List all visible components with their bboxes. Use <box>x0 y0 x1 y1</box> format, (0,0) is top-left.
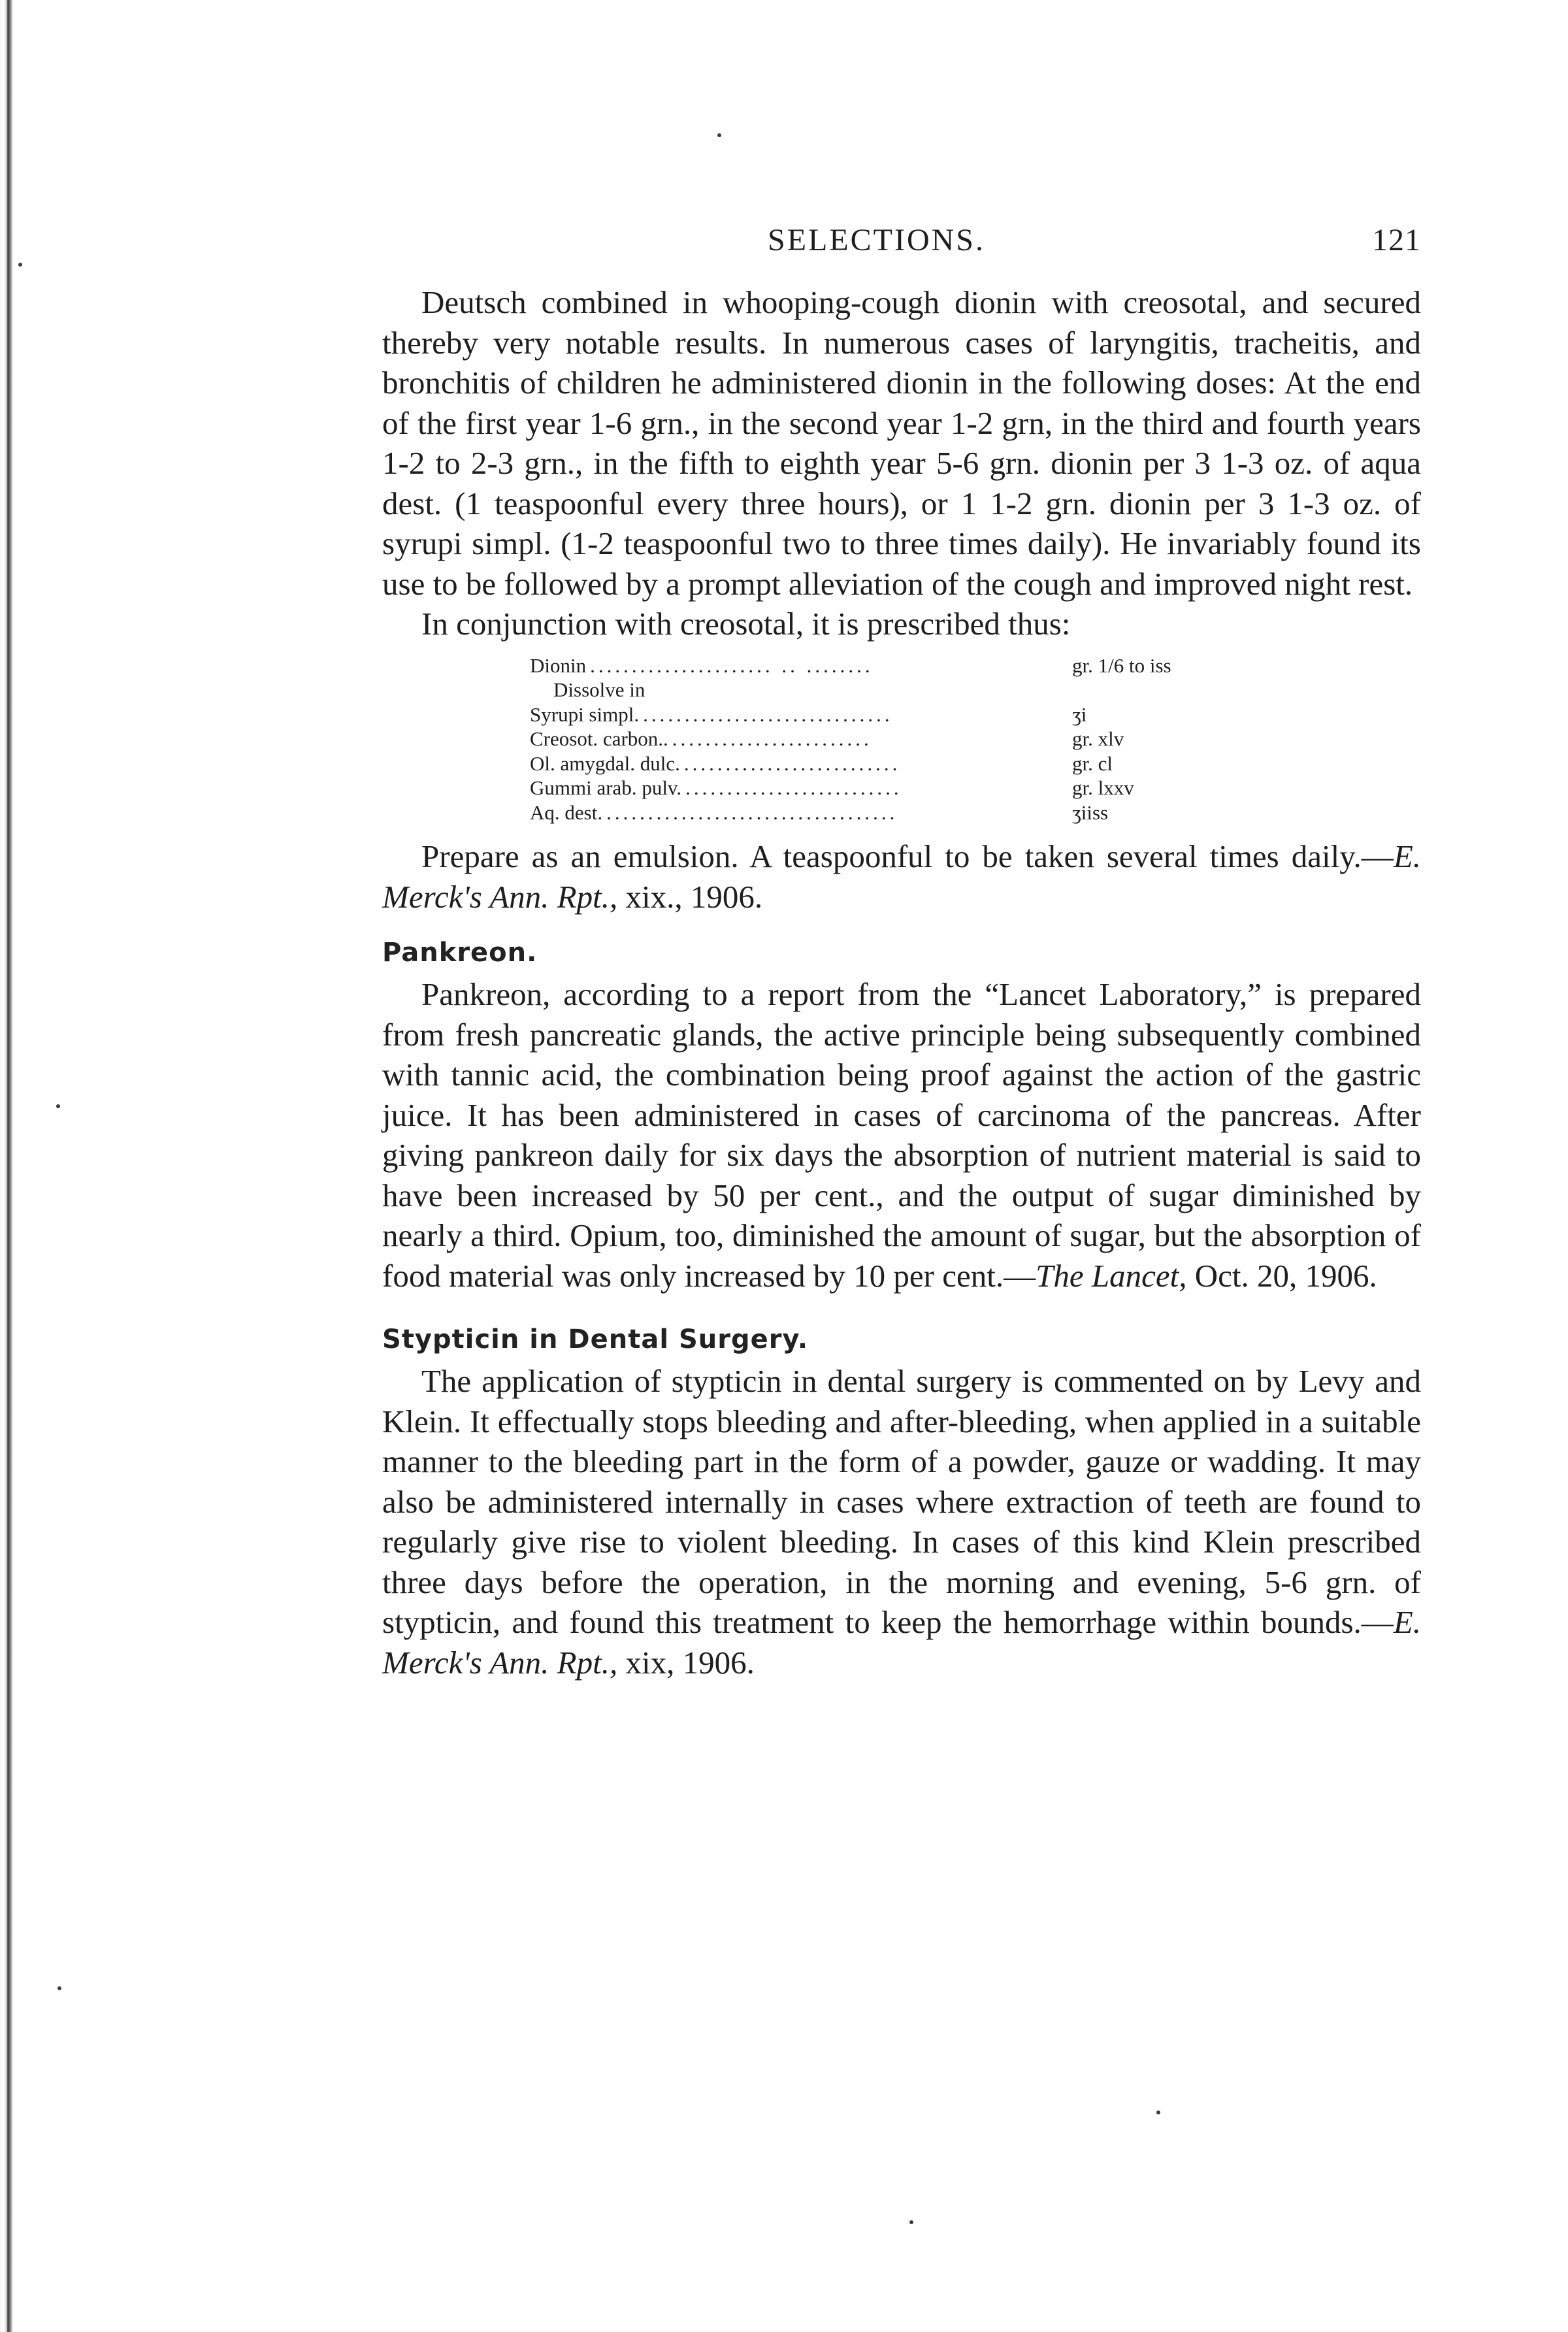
prescription-row <box>530 702 1216 727</box>
ingredient-name: Aq. dest. <box>530 800 603 824</box>
print-speck <box>717 133 721 137</box>
emulsion-paragraph <box>382 836 1421 917</box>
ingredient-name: Syrupi simpl. <box>530 702 640 726</box>
prescription-note <box>530 678 1216 702</box>
prescription-row <box>530 751 1216 776</box>
leader-dots: ........................ <box>672 727 872 750</box>
ingredient-name: Dionin <box>530 653 587 677</box>
binding-edge <box>0 0 17 2332</box>
prescription-row <box>530 653 1216 678</box>
section-heading-stypticin: Stypticin in Dental Surgery. <box>382 1324 809 1355</box>
page-number: 121 <box>1372 223 1421 257</box>
source-citation: E. Merck's Ann. Rpt., <box>382 838 1421 915</box>
citation-volume: xix., 1906. <box>617 878 763 915</box>
prescription-row <box>530 776 1216 800</box>
page-content <box>382 222 1421 1683</box>
leader-dots: ...................... .. ........ <box>590 653 874 677</box>
ingredient-name: Ol. amygdal. dulc. <box>530 751 680 775</box>
citation-date: Oct. 20, 1906. <box>1186 1257 1377 1294</box>
leader-dots: ................................... <box>606 800 898 824</box>
ingredient-quantity: gr. cl <box>1072 751 1113 775</box>
stypticin-text: The application of stypticin in dental surgery is commented on by Levy and Klein. It effectually stops bleeding and after-bleeding, when applied in a suitable manner to the bleeding part in the form of a powder, gauze or wadding. It may also be administered internally in cases where extraction of teeth are found to regularly give rise to violent bleeding. In cases of this kind Klein prescribed three days before the operation, in the morning and evening, 5-6 grn. of stypticin, and found this treatment to keep the hemorrhage within bounds.— <box>382 1363 1421 1640</box>
print-speck <box>18 263 22 267</box>
ingredient-name: Creosot. carbon.. <box>530 727 668 750</box>
leader-dots: .......................... <box>685 776 902 799</box>
prescription-list <box>530 653 1216 825</box>
ingredient-quantity: gr. lxxv <box>1072 776 1134 799</box>
print-speck <box>909 2220 913 2224</box>
ingredient-quantity: gr. xlv <box>1072 727 1124 750</box>
prescription-row <box>530 727 1216 751</box>
running-head-title: SELECTIONS. <box>768 223 985 257</box>
citation-volume: xix, 1906. <box>617 1644 755 1681</box>
print-speck <box>56 1104 60 1108</box>
pankreon-text: Pankreon, according to a report from the “Lancet Laboratory,” is prepared from fresh pancreatic glands, the active principle being subsequently combined with tannic acid, the combination being proof against the action of the gastric juice. It has been administered in cases of carcinoma of the pancreas. After giving pankreon daily for six days the absorption of nutrient material is said to have been increased by 50 per cent., and the output of sugar diminished by nearly a third. Opium, too, diminished the amount of sugar, but the absorption of food material was only increased by 10 per cent.— <box>382 976 1421 1294</box>
emulsion-text: Prepare as an emulsion. A teaspoonful to be taken several times daily.— <box>421 838 1394 874</box>
prescription-row <box>530 800 1216 825</box>
ingredient-name: Gummi arab. pulv. <box>530 776 682 799</box>
section-heading-pankreon: Pankreon. <box>382 938 538 968</box>
ingredient-quantity: ʒiiss <box>1072 800 1109 824</box>
ingredient-quantity: ʒi <box>1072 702 1087 726</box>
print-speck <box>57 1986 61 1990</box>
dionin-paragraph: Deutsch combined in whooping-cough dionin with creosotal, and secured thereby very notable results. In numerous cases of laryngitis, tracheitis, and bronchitis of children he administered dionin in the following doses: At the end of the first year 1-6 grn., in the second year 1-2 grn, in the third and fourth years 1-2 to 2-3 grn., in the fifth to eighth year 5-6 grn. dionin per 3 1-3 oz. of aqua dest. (1 teaspoonful every three hours), or 1 1-2 grn. dionin per 3 1-3 oz. of syrupi simpl. (1-2 teaspoonful two to three times daily). He invariably found its use to be followed by a prompt alleviation of the cough and improved night rest. <box>382 284 1421 602</box>
source-citation: E. Merck's Ann. Rpt., <box>382 1604 1421 1681</box>
leader-dots: .......................... <box>683 751 901 775</box>
ingredient-note: Dissolve in <box>553 678 645 701</box>
pankreon-paragraph <box>382 974 1421 1296</box>
running-head <box>382 222 1421 274</box>
stypticin-paragraph <box>382 1361 1421 1683</box>
creosotal-intro: In conjunction with creosotal, it is prescribed thus: <box>421 606 1071 642</box>
source-citation: The Lancet, <box>1036 1257 1187 1294</box>
print-speck <box>1156 2110 1160 2114</box>
leader-dots: .............................. <box>643 702 893 726</box>
ingredient-quantity: gr. 1/6 to iss <box>1072 653 1171 677</box>
